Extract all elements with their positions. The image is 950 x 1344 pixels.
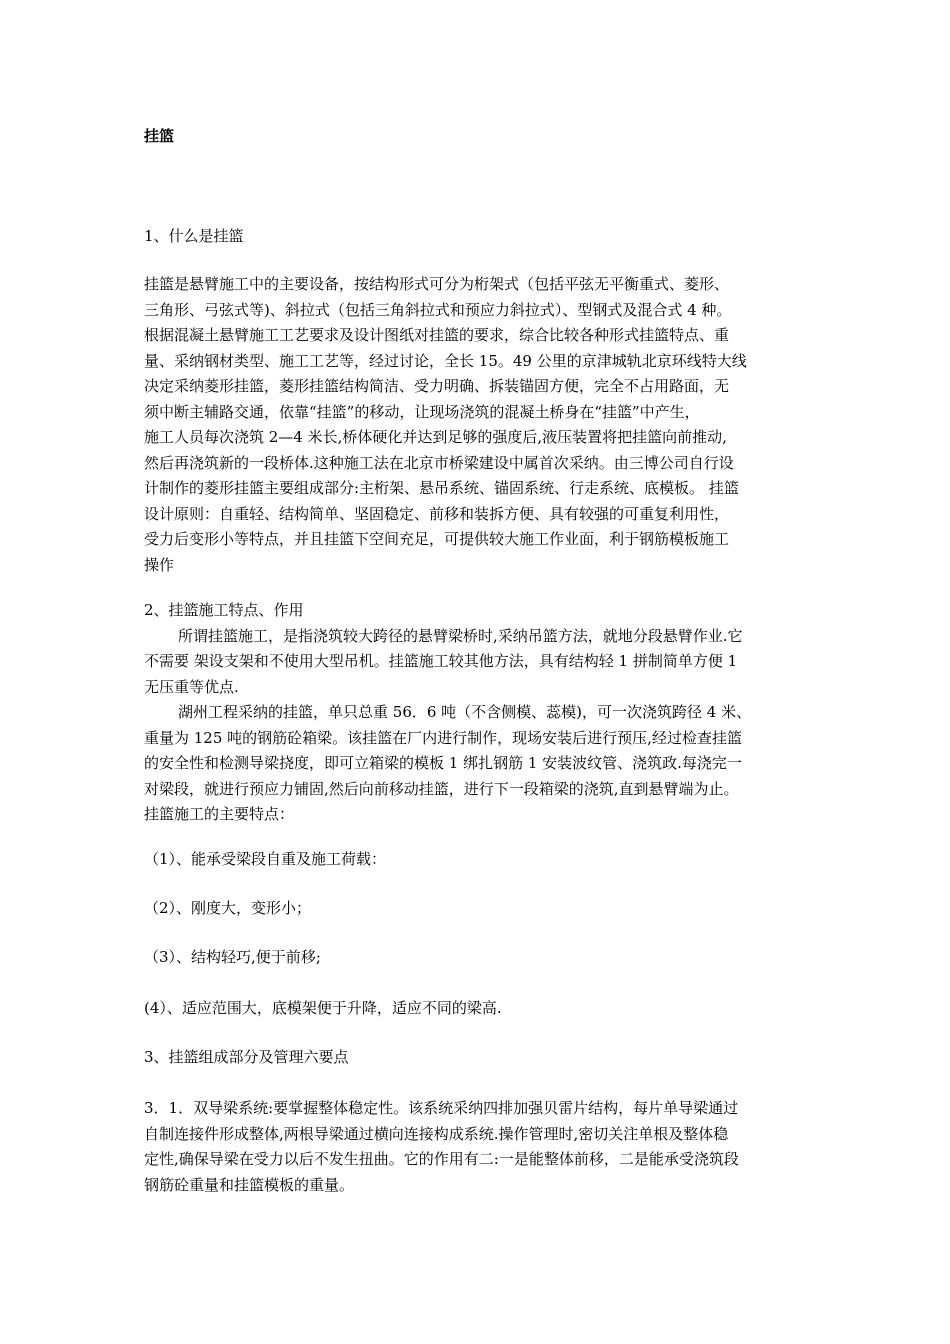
paragraph-line: 挂篮施工的主要特点： xyxy=(144,805,295,823)
section-2 xyxy=(144,598,812,828)
paragraph-line: 根据混凝土悬臂施工工艺要求及设计图纸对挂篮的要求，综合比较各种形式挂篮特点、重 xyxy=(144,326,730,344)
paragraph-line: 三角形、弓弦式等)、斜拉式（包括三角斜拉式和预应力斜拉式）、型钢式及混合式 4 种。 xyxy=(144,300,732,319)
section-3-heading xyxy=(144,1045,812,1071)
paragraph-line: 重量为 125 吨的钢筋砼箱梁。该挂篮在厂内进行制作，现场安装后进行预压,经过检查挂篮 xyxy=(144,728,742,747)
point-1 xyxy=(144,847,812,873)
paragraph-line: 施工人员每次浇筑 2—4 米长,桥体硬化并达到足够的强度后,液压装置将把挂篮向前推动, xyxy=(144,428,727,446)
section-heading: 2、挂篮施工特点、作用 xyxy=(144,601,304,619)
section-3-paragraph xyxy=(144,1096,812,1198)
list-item: （2）、刚度大，变形小； xyxy=(144,899,312,917)
paragraph-line: 设计原则：自重轻、结构简单、坚固稳定、前移和装拆方便、具有较强的可重复利用性， xyxy=(144,504,730,523)
paragraph-line: 计制作的菱形挂篮主要组成部分:主桁架、悬吊系统、锚固系统、行走系统、底模板。 挂篮 xyxy=(144,479,739,497)
paragraph-line: 然后再浇筑新的一段桥体.这种施工法在北京市桥梁建设中属首次采纳。由三博公司自行设 xyxy=(144,453,734,472)
point-4 xyxy=(144,996,812,1022)
point-3 xyxy=(144,945,812,971)
paragraph-line: 挂篮是悬臂施工中的主要设备，按结构形式可分为桁架式（包括平弦无平衡重式、菱形、 xyxy=(144,275,730,293)
list-item: （1）、能承受梁段自重及施工荷载： xyxy=(144,850,387,868)
point-2 xyxy=(144,896,812,922)
paragraph-line: 对梁段，就进行预应力铺固,然后向前移动挂篮，进行下一段箱梁的浇筑,直到悬臂端为止。 xyxy=(144,779,739,798)
list-item: （3）、结构轻巧,便于前移; xyxy=(144,948,321,966)
document-title: 挂篮 xyxy=(144,127,175,145)
paragraph-line: 的安全性和检测导梁挠度，即可立箱梁的模板 1 绑扎钢筋 1 安装波纹管、浇筑政.每浇完一 xyxy=(144,754,742,772)
paragraph-line: 不需要 架设支架和不使用大型吊机。挂篮施工较其他方法，具有结构轻 1 拼制简单方便 1 xyxy=(144,652,738,670)
paragraph-line: 量、采纳钢材类型、施工工艺等，经过讨论，全长 15。49 公里的京津城轨北京环线特大线 xyxy=(144,351,747,370)
paragraph-line: 自制连接件形成整体,两根导梁通过横向连接构成系统.操作管理时,密切关注单根及整体稳 xyxy=(144,1124,729,1143)
paragraph-line: 无压重等优点. xyxy=(144,677,239,696)
section-heading: 3、挂篮组成部分及管理六要点 xyxy=(144,1048,349,1066)
paragraph-line: 定性,确保导梁在受力以后不发生扭曲。它的作用有二:一是能整体前移，二是能承受浇筑段 xyxy=(144,1150,739,1168)
paragraph-line: 操作 xyxy=(144,555,175,574)
paragraph-line: 湖州工程采纳的挂篮，单只总重 56．6 吨（不含侧模、蕊模)，可一次浇筑跨径 4 米、 xyxy=(178,703,752,721)
list-item: (4）、适应范围大，底模架便于升降，适应不同的梁高. xyxy=(144,999,502,1017)
section-heading: 1、什么是挂篮 xyxy=(144,227,244,245)
paragraph-line: 决定采纳菱形挂篮，菱形挂篮结构简洁、受力明确、拆装锚固方便，完全不占用路面，无 xyxy=(144,377,730,395)
paragraph-line: 受力后变形小等特点，并且挂篮下空间充足，可提供较大施工作业面，利于钢筋模板施工 xyxy=(144,530,730,548)
paragraph-line: 钢筋砼重量和挂篮模板的重量。 xyxy=(144,1175,355,1194)
paragraph-line: 须中断主辅路交通，依靠“挂篮”的移动，让现场浇筑的混凝土桥身在“挂篮”中产生， xyxy=(144,402,700,421)
paragraph-line: 所谓挂篮施工，是指浇筑较大跨径的悬臂梁桥时,采纳吊篮方法，就地分段悬臂作业.它 xyxy=(178,626,743,645)
section-1-heading xyxy=(144,224,812,250)
paragraph-line: 3．1．双导梁系统:要掌握整体稳定性。该系统采纳四排加强贝雷片结构，每片单导梁通过 xyxy=(144,1099,739,1117)
section-1-paragraph xyxy=(144,272,812,578)
